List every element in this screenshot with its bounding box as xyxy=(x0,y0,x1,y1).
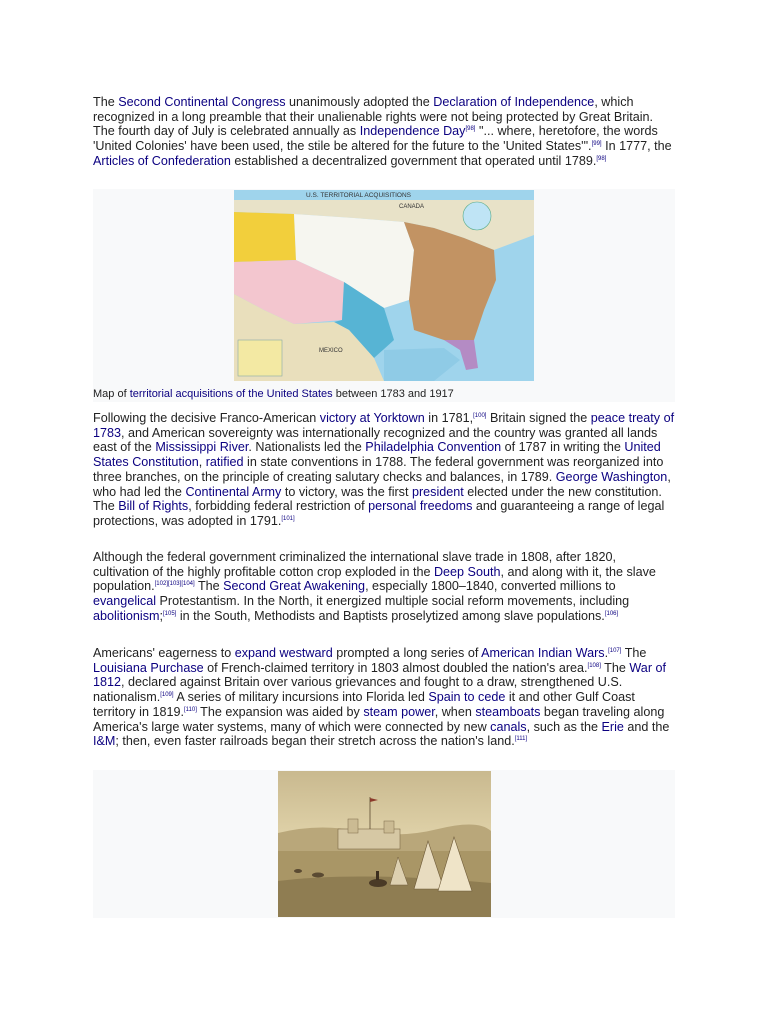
text: in state conventions in 1788. The federal government was reorganized into three branches, on the principle of creating salutary checks and balances, in 1789. xyxy=(93,455,664,484)
link-steam-power[interactable]: steam power xyxy=(363,704,435,719)
text: unanimously adopted the xyxy=(285,95,434,109)
link-spain-to-cede[interactable]: Spain to cede xyxy=(428,690,506,705)
link-peace-treaty-of-1783[interactable]: peace treaty of 1783 xyxy=(93,411,675,440)
text: established a decentralized government that operated until 1789. xyxy=(230,153,597,168)
citation-99[interactable]: [99] xyxy=(591,140,602,147)
text: , when xyxy=(434,704,476,719)
link-i-and-m[interactable]: I&M xyxy=(93,734,116,749)
map-caption xyxy=(93,388,454,401)
text: , xyxy=(198,455,206,470)
link-steamboats[interactable]: steamboats xyxy=(475,704,541,719)
text: , who had led the xyxy=(93,469,671,499)
link-erie[interactable]: Erie xyxy=(601,719,624,734)
paragraph-expansion xyxy=(93,646,675,749)
text: Protestantism. In the North, it energized multiple social reform movements, including xyxy=(156,594,630,609)
text: prompted a long series of xyxy=(332,646,482,660)
link-war-of-1812[interactable]: War of 1812 xyxy=(93,660,667,690)
text: , forbidding federal restriction of xyxy=(188,499,369,514)
text: In 1777, the xyxy=(601,139,672,154)
link-victory-at-yorktown[interactable]: victory at Yorktown xyxy=(319,411,425,425)
link-philadelphia-convention[interactable]: Philadelphia Convention xyxy=(365,440,502,455)
text: ; xyxy=(159,608,163,623)
territorial-acquisitions-map[interactable] xyxy=(234,190,534,381)
text: , and American sovereignty was internationally recognized and the country was granted all lands east of the xyxy=(93,425,658,455)
link-deep-south[interactable]: Deep South xyxy=(433,564,501,579)
text: Following the decisive Franco-American xyxy=(93,411,320,425)
link-mississippi-river[interactable]: Mississippi River xyxy=(155,440,249,455)
text: elected under the new constitution. The xyxy=(93,484,662,514)
citation-98[interactable]: [98] xyxy=(465,126,476,133)
citation-101[interactable]: [101] xyxy=(281,515,295,522)
text: , which recognized in a long preamble that their unalienable rights were not being protected by Great Britain. The fourth day of July is celebrated annually as xyxy=(93,95,654,139)
citation-105[interactable]: [105] xyxy=(163,610,177,617)
link-canals[interactable]: canals xyxy=(490,719,527,734)
link-continental-army[interactable]: Continental Army xyxy=(185,484,282,499)
link-second-continental-congress[interactable]: Second Continental Congress xyxy=(118,95,286,109)
text: of French-claimed territory in 1803 almost doubled the nation's area. xyxy=(203,660,588,675)
link-second-great-awakening[interactable]: Second Great Awakening xyxy=(223,579,366,594)
citation-109[interactable]: [109] xyxy=(160,691,174,698)
text: A series of military incursions into Florida led xyxy=(173,690,429,705)
text: in the South, Methodists and Baptists proselytized among slave populations. xyxy=(176,608,605,623)
link-ratified[interactable]: ratified xyxy=(205,455,244,470)
text: ; then, even faster railroads began their stretch across the nation's land. xyxy=(115,734,515,749)
map-title: U.S. TERRITORIAL ACQUISITIONS xyxy=(306,192,411,199)
text: , and along with it, the slave population. xyxy=(93,564,656,594)
text: "... where, heretofore, the words 'United Colonies' have been used, the stile be altered for the future to the 'United States'". xyxy=(93,124,658,154)
text: The xyxy=(93,95,119,109)
text: The xyxy=(621,646,647,660)
link-evangelical[interactable]: evangelical xyxy=(93,594,157,609)
text: The xyxy=(194,579,224,594)
text: between 1783 and 1917 xyxy=(332,388,454,400)
link-independence-day[interactable]: Independence Day xyxy=(359,124,466,139)
text: Map of xyxy=(93,388,130,400)
link-president[interactable]: president xyxy=(411,484,464,499)
map-mexico-label: MEXICO xyxy=(319,348,343,354)
paragraph-slavery xyxy=(93,550,675,624)
text: The xyxy=(600,660,630,675)
citation-98b[interactable]: [98] xyxy=(596,155,607,162)
text: and the xyxy=(623,719,670,734)
text: Americans' eagerness to xyxy=(93,646,235,660)
link-abolitionism[interactable]: abolitionism xyxy=(93,608,160,623)
link-bill-of-rights[interactable]: Bill of Rights xyxy=(118,499,189,514)
text: , declared against Britain over various grievances and fought to a draw, strengthened U.S. nationalism. xyxy=(93,675,623,705)
text: . xyxy=(604,646,609,660)
link-george-washington[interactable]: George Washington xyxy=(555,469,668,484)
link-declaration-of-independence[interactable]: Declaration of Independence xyxy=(433,95,595,109)
link-louisiana-purchase[interactable]: Louisiana Purchase xyxy=(93,660,204,675)
link-united-states-constitution[interactable]: United States Constitution xyxy=(93,440,661,470)
text: , such as the xyxy=(526,719,602,734)
fort-laramie-painting[interactable] xyxy=(278,771,491,917)
text: it and other Gulf Coast territory in 1819. xyxy=(93,690,635,719)
text: began traveling along America's large water systems, many of which were connected by new xyxy=(93,704,665,734)
citation-100[interactable]: [100] xyxy=(473,412,487,419)
citation-110[interactable]: [110] xyxy=(184,706,197,713)
map-canada-label: CANADA xyxy=(399,204,425,210)
text: Although the federal government criminalized the international slave trade in 1808, after 1820, cultivation of the highly profitable cotton crop exploded in the xyxy=(93,550,616,579)
text: of 1787 in writing the xyxy=(501,440,625,455)
text: Britain signed the xyxy=(486,411,591,425)
text: . Nationalists led the xyxy=(248,440,366,455)
citation-107[interactable]: [107] xyxy=(608,647,622,654)
link-american-indian-wars[interactable]: American Indian Wars xyxy=(481,646,605,660)
citation-108[interactable]: [108] xyxy=(587,662,601,669)
text: , especially 1800–1840, converted millions to xyxy=(365,579,616,594)
citation-111[interactable]: [111] xyxy=(514,736,528,743)
text: in 1781, xyxy=(424,411,474,425)
text: and guaranteeing a range of legal protections, was adopted in 1791. xyxy=(93,499,665,528)
link-personal-freedoms[interactable]: personal freedoms xyxy=(368,499,473,514)
link-articles-of-confederation[interactable]: Articles of Confederation xyxy=(93,153,231,168)
text: to victory, was the first xyxy=(281,484,412,499)
citation-102-104[interactable]: [102][103][104] xyxy=(154,581,195,588)
text: The expansion was aided by xyxy=(196,704,364,719)
citation-106[interactable]: [106] xyxy=(604,610,619,617)
paragraph-constitution xyxy=(93,411,675,529)
link-territorial-acquisitions[interactable]: territorial acquisitions of the United States xyxy=(129,388,333,400)
link-expand-westward[interactable]: expand westward xyxy=(234,646,333,660)
paragraph-declaration xyxy=(93,95,675,169)
